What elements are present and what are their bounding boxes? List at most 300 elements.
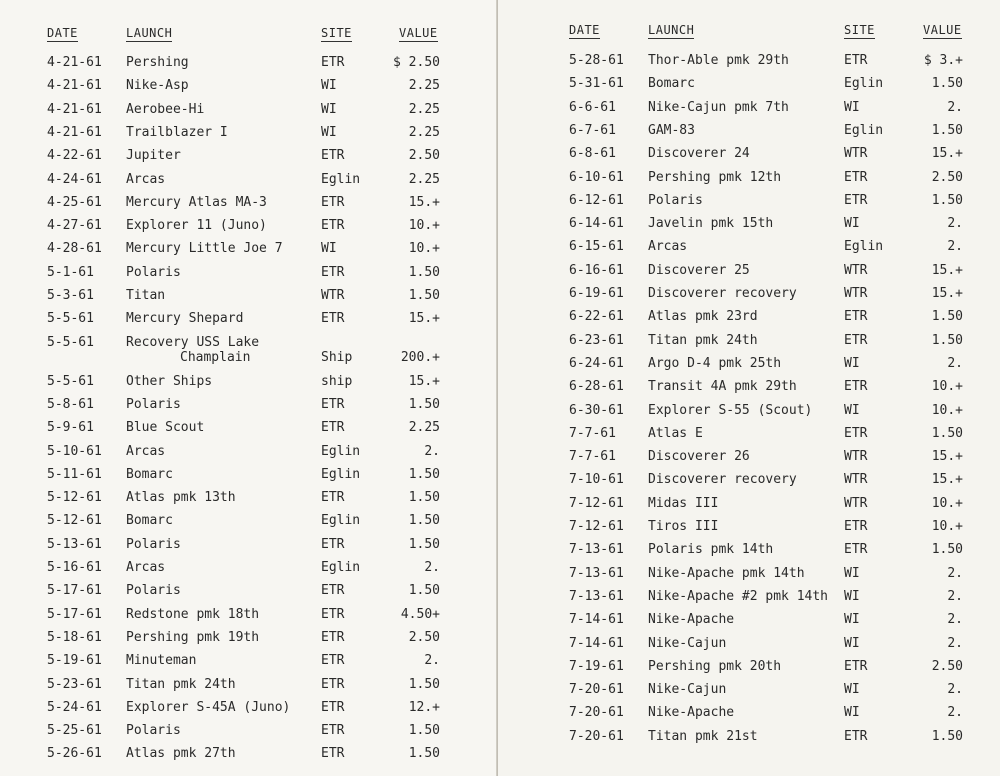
table-row [0, 743, 498, 765]
header-site: SITE [844, 23, 875, 37]
row-date: 5-24-61 [47, 699, 102, 715]
row-date: 5-18-61 [47, 629, 102, 645]
table-row [0, 75, 498, 97]
row-date: 5-1-61 [47, 264, 94, 280]
row-site: ETR [321, 606, 345, 622]
row-date: 5-31-61 [569, 76, 624, 92]
row-site: ETR [321, 311, 345, 327]
row-site: ETR [321, 723, 345, 739]
row-value: $ 2.50 [393, 55, 440, 70]
row-date: 4-27-61 [47, 218, 102, 234]
row-date: 4-25-61 [47, 194, 102, 210]
row-site: WTR [844, 146, 868, 162]
table-row [498, 376, 1000, 398]
row-value: 2. [947, 612, 963, 628]
row-date: 7-19-61 [569, 658, 624, 674]
row-site: WI [321, 241, 337, 257]
row-date: 7-10-61 [569, 472, 624, 488]
row-launch: Explorer S-55 (Scout) [648, 402, 813, 418]
row-value: 2. [424, 443, 440, 459]
row-site: ETR [321, 264, 345, 280]
row-date: 5-17-61 [47, 606, 102, 622]
header-value: VALUE [923, 23, 962, 37]
row-value: 1.50 [931, 122, 963, 138]
row-site: ETR [321, 653, 345, 669]
row-site: Eglin [844, 76, 884, 92]
row-launch: Aerobee-Hi [126, 101, 205, 117]
row-site: Eglin [321, 513, 361, 529]
row-value: 1.50 [408, 746, 440, 762]
row-site: WTR [844, 449, 868, 465]
header-date: DATE [569, 23, 600, 37]
row-launch: Jupiter [126, 148, 181, 164]
row-launch: Minuteman [126, 653, 197, 669]
row-value: 15.+ [931, 146, 963, 162]
row-site: ETR [321, 490, 345, 506]
right-page [498, 0, 1000, 776]
row-launch: Arcas [126, 171, 166, 187]
row-launch: Mercury Shepard [126, 311, 244, 327]
row-value: 1.50 [408, 490, 440, 506]
row-site: ETR [844, 728, 868, 744]
row-launch: Atlas E [648, 425, 703, 441]
table-row [498, 656, 1000, 678]
row-launch: Other Ships [126, 373, 213, 389]
row-launch: Mercury Atlas MA-3 [126, 194, 267, 210]
row-launch: Nike-Cajun [648, 635, 727, 651]
row-value: 2.25 [408, 78, 440, 94]
row-site: Ship [321, 349, 353, 365]
row-date: 4-28-61 [47, 241, 102, 257]
row-value: 200.+ [400, 349, 440, 365]
row-launch: Polaris pmk 14th [648, 542, 774, 558]
table-row [498, 190, 1000, 212]
header-launch: LAUNCH [126, 26, 173, 40]
row-value: 1.50 [408, 264, 440, 280]
row-launch: Trailblazer I [126, 124, 228, 140]
table-row [0, 215, 498, 237]
row-site: ETR [321, 699, 345, 715]
row-value: 15.+ [408, 194, 440, 210]
row-launch: Pershing pmk 19th [126, 629, 260, 645]
row-launch: Nike-Apache [648, 612, 735, 628]
row-site: WI [844, 705, 860, 721]
table-row [0, 650, 498, 672]
row-launch: Polaris [126, 264, 181, 280]
row-launch: Discoverer recovery [648, 472, 797, 488]
row-site: Eglin [321, 443, 361, 459]
row-value: 2.25 [408, 124, 440, 140]
row-launch: Polaris [126, 396, 181, 412]
row-launch: Titan pmk 24th [126, 676, 236, 692]
row-value: 1.50 [931, 76, 963, 92]
row-date: 5-11-61 [47, 466, 102, 482]
row-site: WI [844, 612, 860, 628]
row-launch: Bomarc [126, 513, 173, 529]
table-row [498, 609, 1000, 631]
row-site: ETR [321, 536, 345, 552]
row-site: ETR [321, 629, 345, 645]
row-launch-continued: Champlain [180, 349, 251, 365]
row-date: 7-20-61 [569, 728, 624, 744]
row-launch: Polaris [126, 723, 181, 739]
row-date: 6-28-61 [569, 379, 624, 395]
row-date: 7-7-61 [569, 425, 616, 441]
row-date: 7-12-61 [569, 519, 624, 534]
row-site: ETR [321, 583, 345, 599]
row-value: 2. [947, 705, 963, 721]
row-value: 15.+ [931, 286, 963, 301]
row-value: 15.+ [931, 449, 963, 465]
row-site: Eglin [844, 122, 884, 138]
row-value: 2.25 [408, 171, 440, 187]
row-date: 5-13-61 [47, 536, 102, 552]
row-value: $ 3.+ [923, 53, 963, 68]
row-date: 7-13-61 [569, 588, 624, 604]
table-row [498, 306, 1000, 328]
table-row [0, 627, 498, 649]
header-value: VALUE [399, 26, 438, 40]
table-row [498, 97, 1000, 119]
row-value: 1.50 [408, 396, 440, 412]
row-value: 2.50 [931, 169, 963, 185]
table-row [0, 487, 498, 509]
table-row [0, 720, 498, 742]
row-launch: Discoverer 25 [648, 262, 750, 278]
row-site: Eglin [321, 560, 361, 575]
table-row [0, 697, 498, 719]
row-site: WI [321, 78, 337, 94]
row-value: 15.+ [408, 311, 440, 327]
row-value: 2. [947, 565, 963, 581]
row-date: 6-24-61 [569, 355, 624, 371]
row-date: 4-21-61 [47, 78, 102, 94]
row-launch: Titan pmk 24th [648, 332, 758, 348]
row-site: ETR [844, 519, 868, 534]
row-launch: Pershing [126, 55, 189, 70]
table-row [0, 604, 498, 626]
row-date: 5-5-61 [47, 334, 94, 350]
row-value: 2. [947, 355, 963, 371]
table-row [498, 702, 1000, 724]
row-value: 1.50 [408, 583, 440, 599]
row-date: 5-12-61 [47, 513, 102, 529]
row-value: 1.50 [408, 466, 440, 482]
row-launch: GAM-83 [648, 122, 695, 138]
row-site: WI [321, 124, 337, 140]
table-row [498, 120, 1000, 142]
row-date: 7-12-61 [569, 495, 624, 511]
row-value: 15.+ [931, 262, 963, 278]
row-value: 10.+ [931, 519, 963, 534]
row-date: 6-6-61 [569, 99, 616, 115]
row-launch: Nike-Cajun [648, 682, 727, 698]
row-site: ETR [844, 332, 868, 348]
row-site: WI [844, 216, 860, 232]
row-value: 1.50 [408, 288, 440, 303]
row-launch: Discoverer 24 [648, 146, 750, 162]
row-launch: Discoverer recovery [648, 286, 797, 301]
row-date: 7-14-61 [569, 612, 624, 628]
row-value: 10.+ [931, 402, 963, 418]
table-row [0, 557, 498, 579]
table-row [498, 423, 1000, 445]
row-date: 5-8-61 [47, 396, 94, 412]
row-value: 2. [947, 682, 963, 698]
row-value: 10.+ [931, 379, 963, 395]
row-date: 5-28-61 [569, 53, 624, 68]
row-date: 6-8-61 [569, 146, 616, 162]
row-launch: Titan [126, 288, 166, 303]
row-value: 1.50 [931, 192, 963, 208]
row-launch: Tiros III [648, 519, 719, 534]
row-site: ETR [321, 676, 345, 692]
row-launch: Bomarc [648, 76, 695, 92]
row-value: 2. [424, 560, 440, 575]
row-date: 7-14-61 [569, 635, 624, 651]
row-value: 2. [947, 588, 963, 604]
row-value: 10.+ [408, 218, 440, 234]
row-date: 6-12-61 [569, 192, 624, 208]
row-launch: Titan pmk 21st [648, 728, 758, 744]
header-date: DATE [47, 26, 78, 40]
row-site: WI [844, 99, 860, 115]
table-row [0, 192, 498, 214]
row-site: ETR [844, 379, 868, 395]
row-launch: Javelin pmk 15th [648, 216, 774, 232]
row-date: 5-5-61 [47, 311, 94, 327]
row-date: 7-20-61 [569, 705, 624, 721]
row-launch: Discoverer 26 [648, 449, 750, 465]
row-value: 2. [947, 635, 963, 651]
row-value: 1.50 [408, 676, 440, 692]
row-site: WTR [844, 262, 868, 278]
row-site: ETR [844, 658, 868, 674]
row-date: 7-13-61 [569, 565, 624, 581]
table-row [0, 580, 498, 602]
row-site: Eglin [844, 239, 884, 255]
row-date: 5-3-61 [47, 288, 94, 303]
table-row [498, 330, 1000, 352]
row-date: 5-16-61 [47, 560, 102, 575]
row-date: 6-22-61 [569, 309, 624, 325]
row-launch: Explorer 11 (Juno) [126, 218, 267, 234]
row-value: 4.50+ [400, 606, 440, 622]
table-row [0, 417, 498, 439]
row-date: 5-10-61 [47, 443, 102, 459]
row-site: ETR [844, 192, 868, 208]
table-row [0, 394, 498, 416]
row-date: 4-21-61 [47, 55, 102, 70]
table-row [498, 213, 1000, 235]
table-row [0, 332, 498, 370]
table-row [0, 262, 498, 284]
row-launch: Atlas pmk 23rd [648, 309, 758, 325]
table-row [0, 441, 498, 463]
row-value: 2. [424, 653, 440, 669]
row-site: ETR [844, 53, 868, 68]
row-date: 7-7-61 [569, 449, 616, 465]
row-date: 4-21-61 [47, 101, 102, 117]
row-launch: Atlas pmk 13th [126, 490, 236, 506]
row-date: 7-13-61 [569, 542, 624, 558]
row-launch: Argo D-4 pmk 25th [648, 355, 782, 371]
row-value: 1.50 [931, 425, 963, 441]
row-launch: Polaris [126, 583, 181, 599]
table-row [0, 308, 498, 330]
table-row [498, 400, 1000, 422]
table-row [498, 167, 1000, 189]
table-row [498, 353, 1000, 375]
row-launch: Polaris [648, 192, 703, 208]
row-date: 6-7-61 [569, 122, 616, 138]
row-site: WI [844, 682, 860, 698]
row-value: 1.50 [408, 723, 440, 739]
table-row [0, 510, 498, 532]
row-site: ETR [321, 746, 345, 762]
row-value: 1.50 [931, 728, 963, 744]
row-date: 6-19-61 [569, 286, 624, 301]
row-launch: Redstone pmk 18th [126, 606, 260, 622]
row-date: 5-26-61 [47, 746, 102, 762]
row-value: 2. [947, 99, 963, 115]
table-row [0, 122, 498, 144]
table-row [498, 143, 1000, 165]
row-site: ETR [844, 542, 868, 558]
row-site: WI [844, 402, 860, 418]
row-site: ETR [844, 425, 868, 441]
row-value: 1.50 [931, 542, 963, 558]
table-row [498, 283, 1000, 305]
table-row [498, 633, 1000, 655]
row-value: 2.50 [408, 629, 440, 645]
table-row [498, 260, 1000, 282]
row-site: WI [844, 565, 860, 581]
table-row [0, 534, 498, 556]
row-date: 6-14-61 [569, 216, 624, 232]
row-date: 5-17-61 [47, 583, 102, 599]
table-row [498, 50, 1000, 72]
row-launch: Bomarc [126, 466, 173, 482]
row-site: WI [844, 635, 860, 651]
row-site: ETR [321, 194, 345, 210]
row-site: ETR [844, 169, 868, 185]
row-site: ETR [844, 309, 868, 325]
table-row [498, 446, 1000, 468]
row-site: Eglin [321, 171, 361, 187]
row-value: 12.+ [408, 699, 440, 715]
row-date: 5-9-61 [47, 420, 94, 436]
row-value: 2. [947, 216, 963, 232]
row-launch: Explorer S-45A (Juno) [126, 699, 291, 715]
row-launch: Transit 4A pmk 29th [648, 379, 797, 395]
table-row [498, 516, 1000, 538]
table-row [0, 169, 498, 191]
row-launch: Arcas [126, 560, 166, 575]
row-site: ETR [321, 148, 345, 164]
table-row [498, 563, 1000, 585]
row-value: 1.50 [408, 536, 440, 552]
row-site: ship [321, 373, 353, 389]
row-site: WTR [844, 472, 868, 488]
row-launch: Pershing pmk 12th [648, 169, 782, 185]
row-date: 5-19-61 [47, 653, 102, 669]
row-launch: Midas III [648, 495, 719, 511]
row-date: 5-23-61 [47, 676, 102, 692]
header-site: SITE [321, 26, 352, 40]
row-launch: Recovery USS Lake [126, 334, 260, 350]
row-date: 6-23-61 [569, 332, 624, 348]
table-row [498, 73, 1000, 95]
row-date: 7-20-61 [569, 682, 624, 698]
row-value: 10.+ [931, 495, 963, 511]
header-launch: LAUNCH [648, 23, 695, 37]
row-site: WI [321, 101, 337, 117]
row-date: 5-25-61 [47, 723, 102, 739]
row-launch: Atlas pmk 27th [126, 746, 236, 762]
row-date: 4-24-61 [47, 171, 102, 187]
left-page [0, 0, 498, 776]
row-launch: Blue Scout [126, 420, 205, 436]
table-row [498, 586, 1000, 608]
row-date: 6-10-61 [569, 169, 624, 185]
row-value: 1.50 [931, 332, 963, 348]
row-launch: Mercury Little Joe 7 [126, 241, 283, 257]
table-row [0, 371, 498, 393]
row-value: 2.25 [408, 420, 440, 436]
row-site: WTR [321, 288, 345, 303]
table-row [498, 469, 1000, 491]
table-row [0, 52, 498, 74]
row-value: 2.50 [408, 148, 440, 164]
row-launch: Arcas [126, 443, 166, 459]
row-date: 5-5-61 [47, 373, 94, 389]
row-date: 5-12-61 [47, 490, 102, 506]
table-row [0, 285, 498, 307]
table-row [0, 238, 498, 260]
row-launch: Nike-Cajun pmk 7th [648, 99, 789, 115]
table-row [0, 464, 498, 486]
row-site: Eglin [321, 466, 361, 482]
row-value: 1.50 [408, 513, 440, 529]
row-date: 6-16-61 [569, 262, 624, 278]
row-site: ETR [321, 55, 345, 70]
row-value: 10.+ [408, 241, 440, 257]
table-row [0, 145, 498, 167]
row-site: ETR [321, 396, 345, 412]
row-site: WTR [844, 286, 868, 301]
row-site: ETR [321, 420, 345, 436]
table-row [498, 493, 1000, 515]
row-site: ETR [321, 218, 345, 234]
row-launch: Nike-Apache [648, 705, 735, 721]
row-value: 2. [947, 239, 963, 255]
row-launch: Arcas [648, 239, 688, 255]
row-date: 4-22-61 [47, 148, 102, 164]
table-row [498, 726, 1000, 748]
row-date: 6-30-61 [569, 402, 624, 418]
table-row [498, 679, 1000, 701]
table-row [498, 236, 1000, 258]
row-value: 2.25 [408, 101, 440, 117]
row-value: 1.50 [931, 309, 963, 325]
row-site: WI [844, 355, 860, 371]
row-launch: Nike-Apache pmk 14th [648, 565, 805, 581]
table-row [0, 674, 498, 696]
row-site: WTR [844, 495, 868, 511]
row-launch: Nike-Asp [126, 78, 189, 94]
row-launch: Polaris [126, 536, 181, 552]
